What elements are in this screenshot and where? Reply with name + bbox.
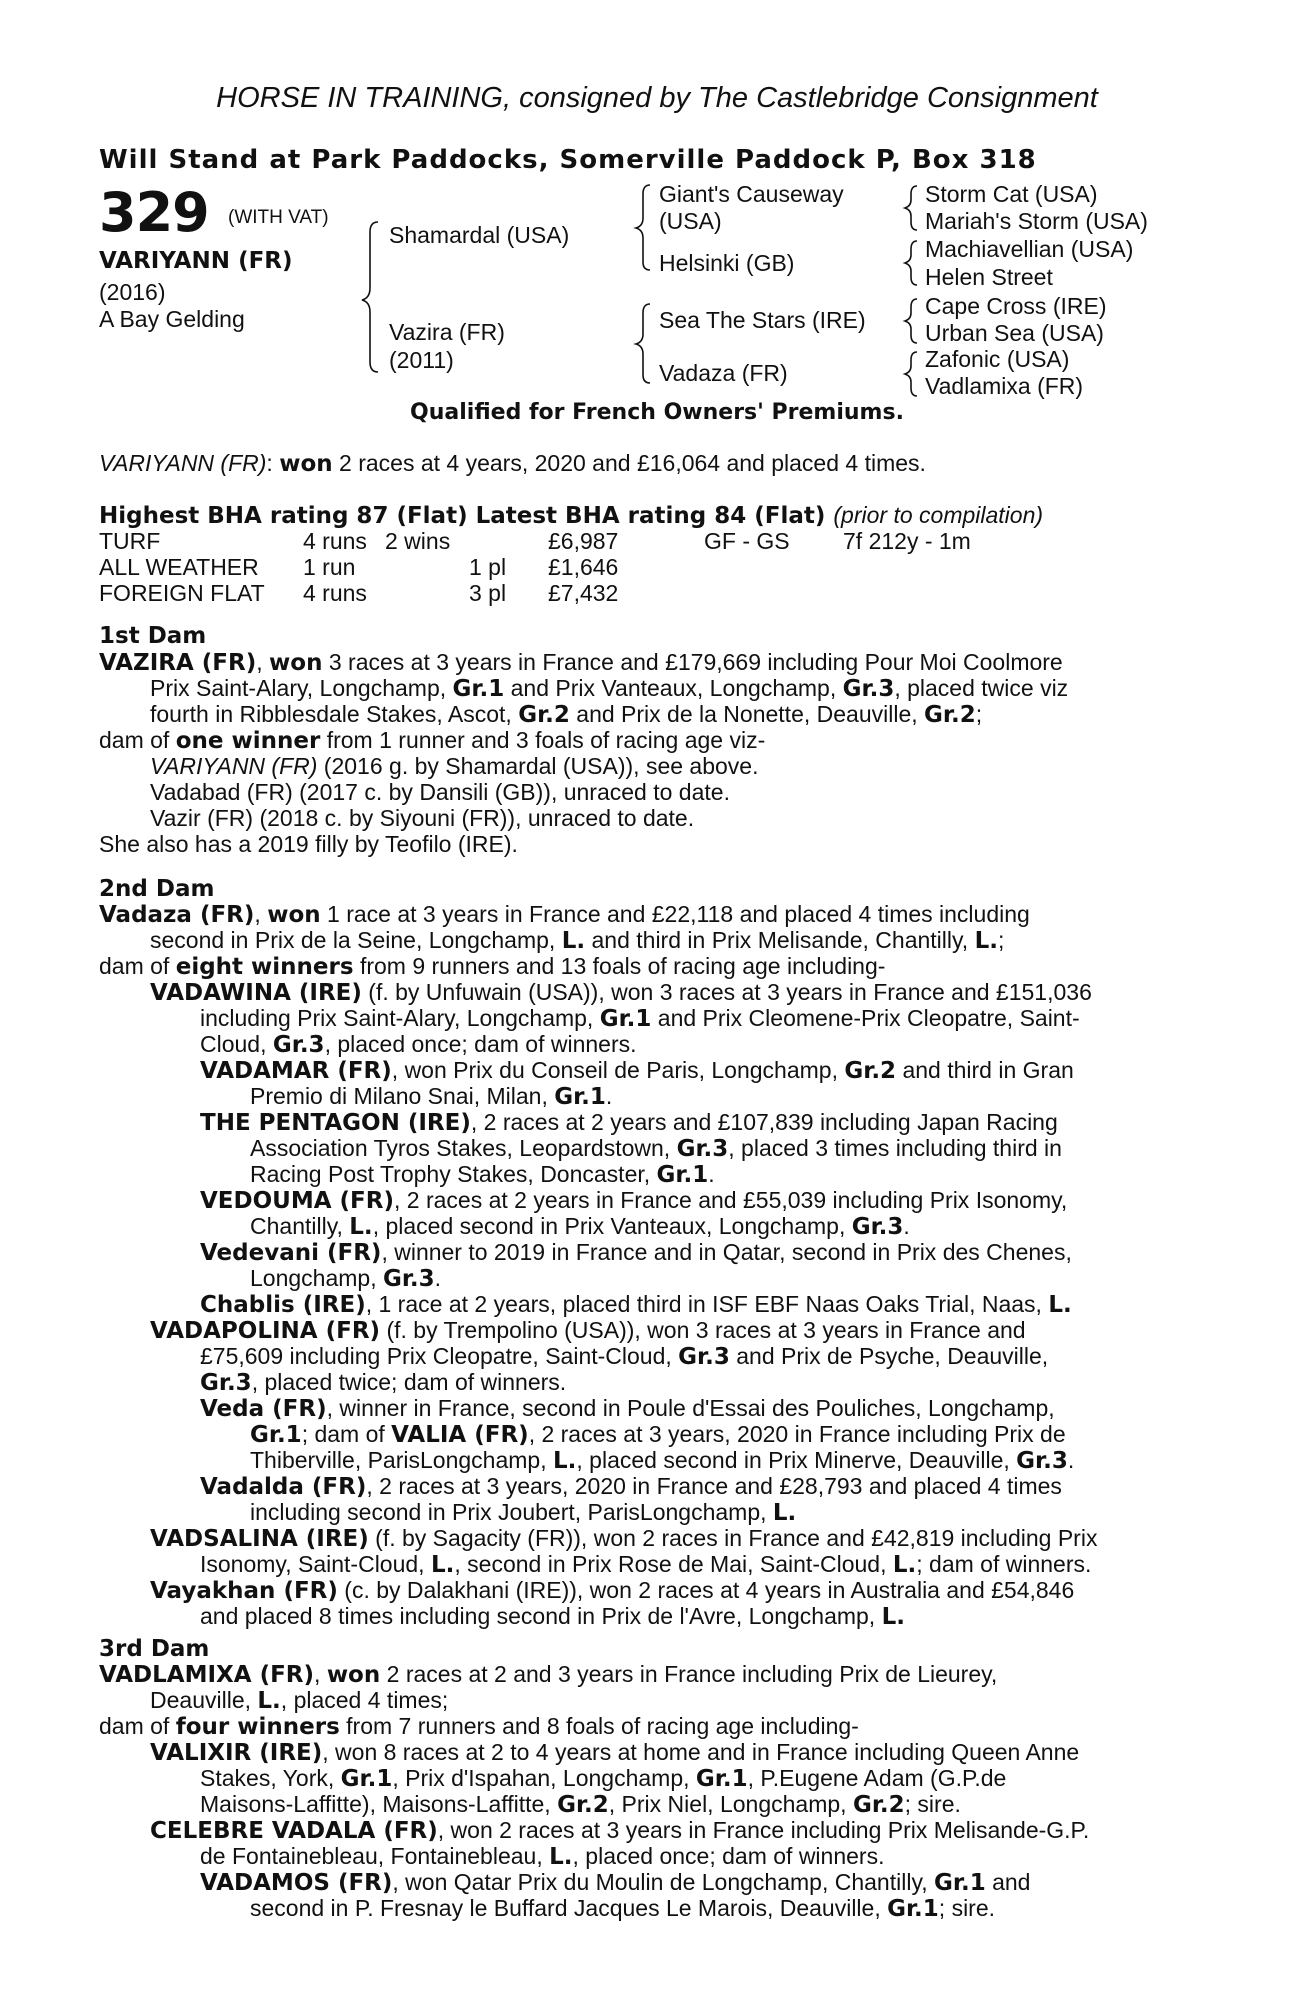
text: , 2 races at 2 years in France and £55,039 including Prix Isonomy, <box>393 1187 1068 1213</box>
first-dam-line: Vadabad (FR) (2017 c. by Dansili (GB)), unraced to date. <box>150 779 730 805</box>
bold-text: Gr.1 <box>340 1766 393 1792</box>
dam2-line <box>150 927 1004 954</box>
text: Deauville, <box>150 1687 258 1713</box>
text: and Prix Cleomene-Prix Cleopatre, Saint- <box>651 1005 1080 1031</box>
bold-text: Gr.3 <box>382 1266 435 1292</box>
first-dam-line: She also has a 2019 filly by Teofilo (IRE). <box>99 831 518 857</box>
stats-label: FOREIGN FLAT <box>99 580 265 606</box>
dam-name: VAZIRA (FR) <box>99 650 257 676</box>
text: ; sire. <box>938 1895 996 1921</box>
gp-2: Mariah's Storm (USA) <box>925 208 1148 234</box>
won-label: won <box>269 650 323 676</box>
text: , <box>256 649 270 675</box>
text: ; sire. <box>904 1791 961 1817</box>
dam2-line <box>200 1473 1062 1500</box>
first-dam-line <box>99 649 1063 676</box>
first-dam-line <box>150 753 758 779</box>
brace-g4 <box>905 352 917 396</box>
brace-g1 <box>905 186 917 230</box>
bold-text: L. <box>974 928 998 954</box>
text: , 2 races at 3 years, 2020 in France and £28,793 and placed 4 times <box>366 1473 1062 1499</box>
text: £75,609 including Prix Cleopatre, Saint-Cloud, <box>200 1343 679 1369</box>
bold-text: Gr.3 <box>272 1032 325 1058</box>
text: second in P. Fresnay le Buffard Jacques Le Marois, Deauville, <box>250 1895 888 1921</box>
stats-distance: 7f 212y - 1m <box>843 528 971 554</box>
bold-text: Gr.3 <box>200 1370 252 1396</box>
first-dam-line <box>99 727 765 754</box>
text: and Prix de Psyche, Deauville, <box>729 1343 1049 1369</box>
gp-3: Machiavellian (USA) <box>925 236 1134 262</box>
bold-text: Gr.1 <box>554 1084 606 1110</box>
text: , placed 3 times including third in <box>728 1135 1062 1161</box>
bold-text: L. <box>561 928 586 954</box>
text: , placed twice; dam of winners. <box>251 1369 567 1395</box>
text: 3 races at 3 years in France and £179,669 including Pour Moi Coolmore <box>322 649 1063 675</box>
bold-text: Vadaza (FR) <box>99 902 255 928</box>
bold-text: L. <box>257 1688 281 1714</box>
text: , placed 4 times; <box>280 1687 449 1713</box>
text: , <box>254 901 268 927</box>
bold-text: Vedevani (FR) <box>200 1240 382 1266</box>
bold-text: Gr.3 <box>851 1214 904 1240</box>
dam2-line <box>150 979 1092 1006</box>
vat-label: (WITH VAT) <box>228 207 329 228</box>
bold-text: Gr.1 <box>599 1006 652 1032</box>
dam2-line <box>200 1395 1055 1422</box>
dam-dam-name: Vadaza (FR) <box>659 360 788 386</box>
text: ; <box>975 701 983 727</box>
text: , 1 race at 2 years, placed third in ISF EBF Naas Oaks Trial, Naas, <box>365 1291 1049 1317</box>
bold-text: Gr.2 <box>844 1058 897 1084</box>
dam2-line <box>250 1161 715 1188</box>
bold-text: L. <box>772 1500 797 1526</box>
grade: Gr.2 <box>924 702 976 728</box>
dam2-line <box>250 1083 612 1110</box>
text: including Prix Saint-Alary, Longchamp, <box>200 1005 600 1031</box>
text: Cloud, <box>200 1031 273 1057</box>
dam-name: Vazira (FR) <box>389 319 505 345</box>
bold-text: Gr.3 <box>1016 1448 1068 1474</box>
bold-text: VEDOUMA (FR) <box>200 1188 394 1214</box>
first-dam-line <box>150 675 1068 702</box>
bold-text: eight winners <box>175 954 354 980</box>
text: , 2 races at 2 years and £107,839 including Japan Racing <box>470 1109 1058 1135</box>
brace-sire <box>636 185 650 270</box>
horse-description: A Bay Gelding <box>99 306 245 332</box>
dam2-line <box>200 1343 1048 1370</box>
text: , placed second in Prix Minerve, Deauville, <box>576 1447 1017 1473</box>
text: , placed once; dam of winners. <box>572 1843 885 1869</box>
text: and third in Prix Melisande, Chantilly, <box>585 927 975 953</box>
bold-text: won <box>267 902 321 928</box>
dam3-line <box>200 1869 1030 1896</box>
bold-text: VADAMAR (FR) <box>200 1058 392 1084</box>
qualified-note: Qualified for French Owners' Premiums. <box>410 400 904 425</box>
bold-text: Veda (FR) <box>200 1396 327 1422</box>
text: ; <box>998 927 1005 953</box>
brace-g2 <box>905 241 917 285</box>
summary-won: won <box>279 451 333 477</box>
dam2-line <box>200 1187 1067 1214</box>
text: , Prix Niel, Longchamp, <box>608 1791 853 1817</box>
text: Maisons-Laffitte), Maisons-Laffitte, <box>200 1791 558 1817</box>
text: Association Tyros Stakes, Leopardstown, <box>250 1135 677 1161</box>
dam2-line <box>250 1213 910 1240</box>
text: . <box>903 1213 910 1239</box>
horse-name: VARIYANN (FR) <box>99 248 293 274</box>
bold-text: THE PENTAGON (IRE) <box>200 1110 471 1136</box>
dam2-line <box>150 1525 1097 1552</box>
stats-runs: 4 runs <box>303 580 367 606</box>
bold-text: VADAPOLINA (FR) <box>150 1318 381 1344</box>
text: , P.Eugene Adam (G.P.de <box>747 1765 1007 1791</box>
text: dam of <box>99 953 176 979</box>
page-header: HORSE IN TRAINING, consigned by The Castlebridge Consignment <box>216 82 1098 114</box>
bold-text: Vayakhan (FR) <box>150 1578 338 1604</box>
text: 2 races at 2 and 3 years in France including Prix de Lieurey, <box>380 1661 998 1687</box>
bold-text: Gr.1 <box>887 1896 939 1922</box>
summary-horse-name: VARIYANN (FR) <box>99 450 267 476</box>
dam2-line <box>250 1447 1074 1474</box>
text: , placed second in Prix Vanteaux, Longchamp, <box>372 1213 852 1239</box>
text: Prix Saint-Alary, Longchamp, <box>150 675 453 701</box>
text: ; dam of winners. <box>916 1551 1092 1577</box>
text: , placed twice viz <box>894 675 1069 701</box>
sire-sire-name: Giant's Causeway <box>659 181 844 207</box>
stand-location: Will Stand at Park Paddocks, Somerville Paddock P, Box 318 <box>99 145 1037 175</box>
dam3-line <box>150 1739 1079 1766</box>
bold-text: L. <box>881 1604 905 1630</box>
text: from 7 runners and 8 foals of racing age including- <box>339 1713 859 1739</box>
first-dam-heading: 1st Dam <box>99 623 207 649</box>
text: , winner in France, second in Poule d'Essai des Pouliches, Longchamp, <box>326 1395 1055 1421</box>
text: , won Qatar Prix du Moulin de Longchamp, Chantilly, <box>392 1869 935 1895</box>
dam2-line <box>250 1421 1066 1448</box>
text: from 1 runner and 3 foals of racing age viz- <box>320 727 766 753</box>
text: , placed once; dam of winners. <box>324 1031 637 1057</box>
sire-name: Shamardal (USA) <box>389 222 570 248</box>
third-dam-heading: 3rd Dam <box>99 1636 210 1662</box>
gp-5: Cape Cross (IRE) <box>925 293 1107 319</box>
dam3-line <box>200 1843 884 1870</box>
dam2-line <box>250 1499 796 1526</box>
dam3-line <box>200 1765 1006 1792</box>
stats-label: TURF <box>99 528 161 554</box>
gp-8: Vadlamixa (FR) <box>925 373 1084 399</box>
dam2-line <box>200 1369 566 1396</box>
stats-going: GF - GS <box>704 528 790 554</box>
gp-4: Helen Street <box>925 264 1053 290</box>
rating-text: Highest BHA rating 87 (Flat) Latest BHA rating 84 (Flat) <box>99 503 834 529</box>
text: 1 race at 3 years in France and £22,118 and placed 4 times including <box>320 901 1030 927</box>
text: dam of <box>99 1713 176 1739</box>
bold-text: L. <box>430 1552 455 1578</box>
grade: Gr.2 <box>518 702 570 728</box>
rating-note: (prior to compilation) <box>833 502 1044 528</box>
sire-sire-country: (USA) <box>659 208 722 234</box>
stats-runs: 1 run <box>303 554 356 580</box>
text: (f. by Trempolino (USA)), won 3 races at 3 years in France and <box>380 1317 1026 1343</box>
dam2-line <box>200 1031 637 1058</box>
dam2-line <box>200 1551 1091 1578</box>
text: Stakes, York, <box>200 1765 341 1791</box>
text: Isonomy, Saint-Cloud, <box>200 1551 431 1577</box>
stats-label: ALL WEATHER <box>99 554 259 580</box>
text: and <box>985 1869 1031 1895</box>
race-summary <box>99 450 926 477</box>
sire-dam-name: Helsinki (GB) <box>659 250 795 276</box>
dam2-line <box>150 1317 1026 1344</box>
dam2-line <box>200 1291 1072 1318</box>
text: (c. by Dalakhani (IRE)), won 2 races at 4 years in Australia and £54,846 <box>337 1577 1075 1603</box>
summary-colon: : <box>266 450 280 476</box>
first-dam-line: Vazir (FR) (2018 c. by Siyouni (FR)), unraced to date. <box>150 805 695 831</box>
dam2-line <box>200 1109 1058 1136</box>
bold-text: Vadalda (FR) <box>200 1474 367 1500</box>
bold-text: L. <box>1048 1292 1072 1318</box>
summary-rest: 2 races at 4 years, 2020 and £16,064 and placed 4 times. <box>332 450 926 476</box>
bold-text: four winners <box>175 1714 340 1740</box>
stats-placed: 3 pl <box>469 580 507 606</box>
dam2-line <box>250 1135 1062 1162</box>
bold-text: VADAWINA (IRE) <box>150 980 362 1006</box>
stats-money: £7,432 <box>548 580 619 606</box>
dam3-line <box>150 1687 448 1714</box>
text: , <box>314 1661 327 1687</box>
dam2-line <box>250 1265 441 1292</box>
dam3-line <box>250 1895 995 1922</box>
first-dam-line <box>150 701 982 728</box>
dam3-line <box>200 1791 961 1818</box>
stats-runs: 4 runs <box>303 528 367 554</box>
lot-number: 329 <box>99 181 209 244</box>
bold-text: Gr.3 <box>678 1344 730 1370</box>
bha-rating <box>99 502 1043 529</box>
dam2-line <box>200 1603 905 1630</box>
year-of-birth: (2016) <box>99 279 166 305</box>
dam2-line <box>99 901 1030 928</box>
dam-year: (2011) <box>389 347 454 373</box>
bold-text: VADSALINA (IRE) <box>150 1526 369 1552</box>
text: (f. by Unfuwain (USA)), won 3 races at 3 years in France and £151,036 <box>361 979 1092 1005</box>
dam2-line <box>200 1057 1074 1084</box>
bold-text: VADLAMIXA (FR) <box>99 1662 315 1688</box>
offspring-name: VARIYANN (FR) <box>150 753 318 779</box>
text: and Prix de la Nonette, Deauville, <box>569 701 925 727</box>
bold-text: Gr.2 <box>852 1792 905 1818</box>
text: Premio di Milano Snai, Milan, <box>250 1083 555 1109</box>
bold-text: Chablis (IRE) <box>200 1292 366 1318</box>
stats-wins: 2 wins <box>385 528 451 554</box>
bold-text: L. <box>892 1552 917 1578</box>
text: Racing Post Trophy Stakes, Doncaster, <box>250 1161 657 1187</box>
winners-count: one winner <box>175 728 321 754</box>
dam3-line <box>150 1817 1089 1844</box>
bold-text: CELEBRE VADALA (FR) <box>150 1818 438 1844</box>
bold-text: VADAMOS (FR) <box>200 1870 393 1896</box>
dam2-line <box>99 953 885 980</box>
brace-main <box>362 222 378 372</box>
text: from 9 runners and 13 foals of racing age including- <box>353 953 886 979</box>
text: (f. by Sagacity (FR)), won 2 races in France and £42,819 including Prix <box>368 1525 1098 1551</box>
bold-text: L. <box>549 1844 573 1870</box>
brace-g3 <box>905 299 917 343</box>
text: , won 2 races at 3 years in France including Prix Melisande-G.P. <box>437 1817 1090 1843</box>
text: ; dam of <box>301 1421 392 1447</box>
bold-text: Gr.1 <box>934 1870 986 1896</box>
text: , second in Prix Rose de Mai, Saint-Cloud, <box>454 1551 893 1577</box>
dam2-line <box>200 1005 1080 1032</box>
text: de Fontainebleau, Fontainebleau, <box>200 1843 550 1869</box>
text: and Prix Vanteaux, Longchamp, <box>504 675 843 701</box>
grade: Gr.1 <box>452 676 505 702</box>
bold-text: Gr.1 <box>250 1422 302 1448</box>
bold-text: Gr.3 <box>676 1136 729 1162</box>
text: and third in Gran <box>896 1057 1074 1083</box>
text: . <box>434 1265 442 1291</box>
bold-text: Gr.1 <box>695 1766 748 1792</box>
stats-placed: 1 pl <box>469 554 507 580</box>
text: . <box>1067 1447 1075 1473</box>
dam2-line <box>150 1577 1074 1604</box>
bold-text: VALIXIR (IRE) <box>150 1740 323 1766</box>
text: dam of <box>99 727 176 753</box>
dam2-line <box>200 1239 1072 1266</box>
gp-1: Storm Cat (USA) <box>925 181 1098 207</box>
text: . <box>605 1083 613 1109</box>
text: fourth in Ribblesdale Stakes, Ascot, <box>150 701 519 727</box>
dam-sire-name: Sea The Stars (IRE) <box>659 307 866 333</box>
bold-text: L. <box>552 1448 577 1474</box>
dam3-line <box>99 1713 859 1740</box>
bold-text: L. <box>349 1214 373 1240</box>
bold-text: won <box>326 1662 381 1688</box>
gp-6: Urban Sea (USA) <box>925 320 1104 346</box>
text: , Prix d'Ispahan, Longchamp, <box>392 1765 696 1791</box>
text: . <box>708 1161 715 1187</box>
dam3-line <box>99 1661 997 1688</box>
text: Longchamp, <box>250 1265 383 1291</box>
text: , winner to 2019 in France and in Qatar, second in Prix des Chenes, <box>381 1239 1072 1265</box>
text: Thiberville, ParisLongchamp, <box>250 1447 553 1473</box>
second-dam-heading: 2nd Dam <box>99 876 215 902</box>
bold-text: Gr.1 <box>656 1162 709 1188</box>
text: including second in Prix Joubert, ParisLongchamp, <box>250 1499 773 1525</box>
gp-7: Zafonic (USA) <box>925 346 1070 372</box>
text: , won Prix du Conseil de Paris, Longchamp, <box>391 1057 845 1083</box>
bold-text: VALIA (FR) <box>391 1422 529 1448</box>
grade: Gr.3 <box>842 676 895 702</box>
bold-text: Gr.2 <box>557 1792 609 1818</box>
text: and placed 8 times including second in Prix de l'Avre, Longchamp, <box>200 1603 882 1629</box>
brace-dam <box>636 304 650 383</box>
text: second in Prix de la Seine, Longchamp, <box>150 927 562 953</box>
text: , won 8 races at 2 to 4 years at home and in France including Queen Anne <box>322 1739 1080 1765</box>
text: , 2 races at 3 years, 2020 in France including Prix de <box>528 1421 1066 1447</box>
text: (2016 g. by Shamardal (USA)), see above. <box>317 753 759 779</box>
stats-money: £6,987 <box>548 528 619 554</box>
text: Chantilly, <box>250 1213 350 1239</box>
stats-money: £1,646 <box>548 554 619 580</box>
